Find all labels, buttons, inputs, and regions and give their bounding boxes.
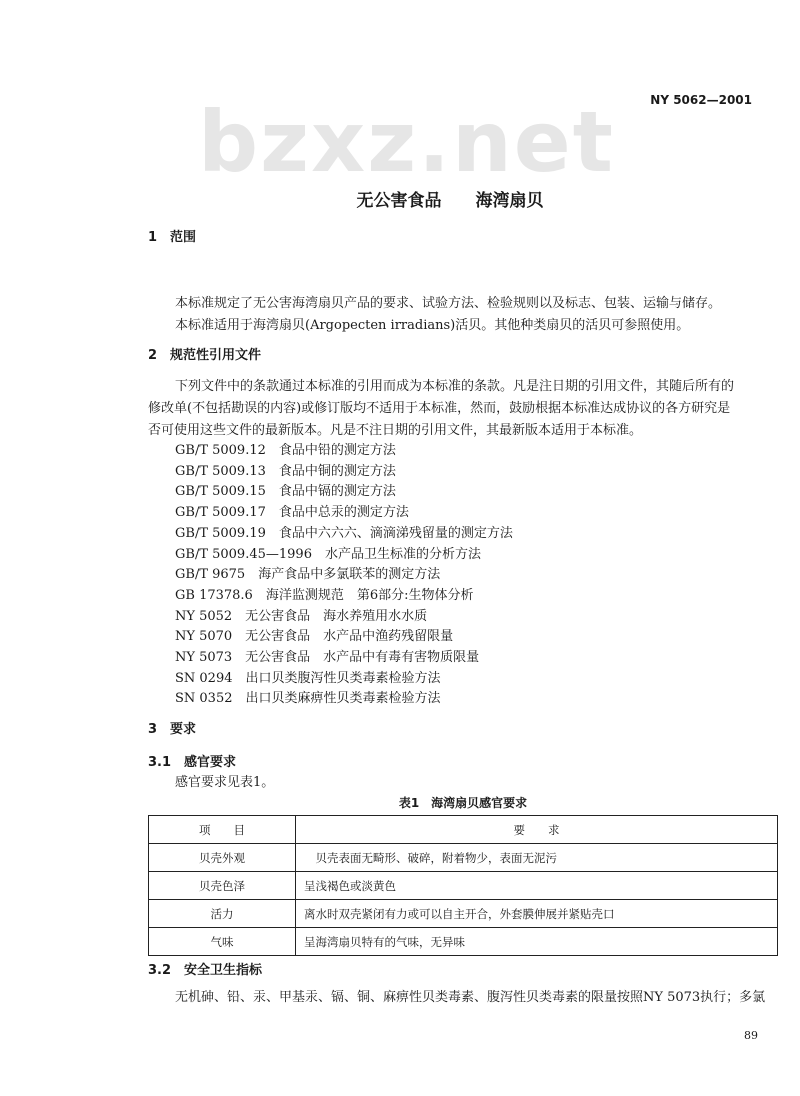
page-title: 无公害食品 海湾扇贝 (356, 191, 544, 211)
section-3-1-heading: 3.1 感官要求 (148, 755, 237, 770)
table-cell: 气味 (149, 928, 296, 956)
table-cell: 离水时双壳紧闭有力或可以自主开合，外套膜伸展并紧贴壳口 (296, 900, 778, 928)
table-row (149, 900, 778, 928)
section-2-heading: 2 规范性引用文件 (148, 348, 262, 363)
paragraph-line: 下列文件中的条款通过本标准的引用而成为本标准的条款。凡是注日期的引用文件，其随后所有的 (175, 379, 735, 394)
reference-item: GB/T 5009.45—1996 水产品卫生标准的分析方法 (175, 546, 481, 562)
table-cell: 贝壳色泽 (149, 872, 296, 900)
table-cell: 呈海湾扇贝特有的气味，无异味 (296, 928, 778, 956)
reference-item: GB 17378.6 海洋监测规范 第6部分:生物体分析 (175, 587, 474, 603)
reference-item: SN 0352 出口贝类麻痹性贝类毒素检验方法 (175, 691, 441, 707)
reference-item: GB/T 9675 海产食品中多氯联苯的测定方法 (175, 567, 441, 583)
section-3-heading: 3 要求 (148, 722, 197, 737)
watermark: bzxz.net (198, 93, 615, 191)
paragraph-line: 修改单(不包括勘误的内容)或修订版均不适用于本标准，然而，鼓励根据本标准达成协议的各方研究是 (148, 401, 731, 416)
paragraph-line: 无机砷、铅、汞、甲基汞、镉、铜、麻痹性贝类毒素、腹泻性贝类毒素的限量按照NY 5073执行；多氯 (175, 990, 766, 1005)
reference-item: GB/T 5009.19 食品中六六六、滴滴涕残留量的测定方法 (175, 525, 513, 541)
page-number: 89 (744, 1029, 758, 1042)
table-header: 项 目 (149, 816, 296, 844)
table-header-row (149, 816, 778, 844)
table-row (149, 872, 778, 900)
table-cell: 贝壳表面无畸形、破碎，附着物少，表面无泥污 (296, 844, 778, 872)
paragraph-line: 感官要求见表1。 (175, 775, 275, 790)
reference-item: GB/T 5009.12 食品中铅的测定方法 (175, 443, 396, 458)
reference-item: NY 5052 无公害食品 海水养殖用水水质 (175, 608, 428, 624)
reference-item: GB/T 5009.13 食品中铜的测定方法 (175, 463, 396, 479)
reference-item: GB/T 5009.15 食品中镉的测定方法 (175, 484, 396, 500)
table-row (149, 928, 778, 956)
table-row (149, 844, 778, 872)
table-cell: 呈浅褐色或淡黄色 (296, 872, 778, 900)
reference-item: NY 5070 无公害食品 水产品中渔药残留限量 (175, 629, 454, 645)
table-cell: 贝壳外观 (149, 844, 296, 872)
paragraph-line: 本标准规定了无公害海湾扇贝产品的要求、试验方法、检验规则以及标志、包装、运输与储存。 (175, 296, 722, 311)
section-3-2-heading: 3.2 安全卫生指标 (148, 963, 263, 978)
section-1-heading: 1 范围 (148, 230, 197, 245)
table-cell: 活力 (149, 900, 296, 928)
reference-item: NY 5073 无公害食品 水产品中有毒有害物质限量 (175, 650, 480, 665)
reference-item: GB/T 5009.17 食品中总汞的测定方法 (175, 505, 409, 521)
reference-item: SN 0294 出口贝类腹泻性贝类毒素检验方法 (175, 670, 441, 686)
table-header: 要 求 (296, 816, 778, 844)
sensory-table (148, 815, 778, 956)
standard-number: NY 5062—2001 (650, 93, 752, 107)
paragraph-line: 本标准适用于海湾扇贝(Argopecten irradians)活贝。其他种类扇贝的活贝可参照使用。 (175, 318, 690, 333)
table-caption: 表1 海湾扇贝感官要求 (398, 796, 528, 810)
paragraph-line: 否可使用这些文件的最新版本。凡是不注日期的引用文件，其最新版本适用于本标准。 (148, 423, 643, 438)
